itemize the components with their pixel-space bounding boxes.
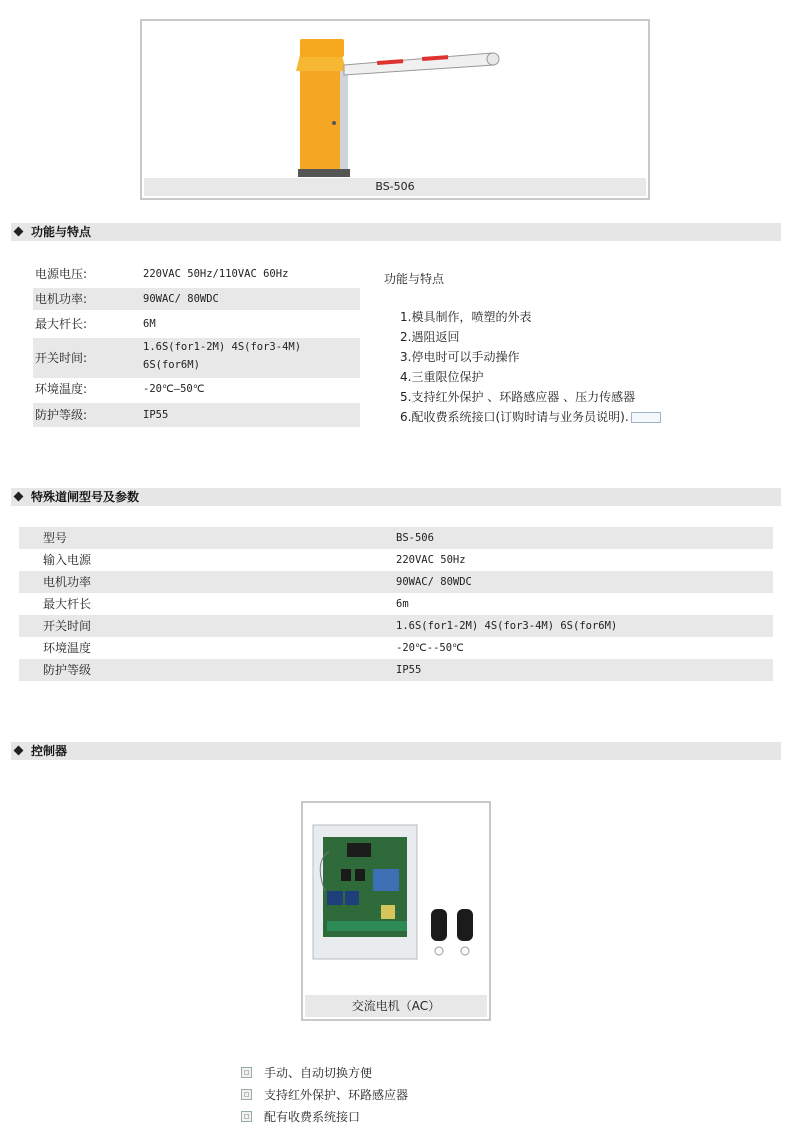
inline-image-icon [631, 412, 661, 423]
spec-row [33, 313, 360, 335]
spec-row [33, 288, 360, 310]
feature-item-last [400, 407, 661, 427]
checkbox-image-icon [241, 1067, 252, 1078]
checkbox-image-icon [241, 1089, 252, 1100]
section-title: 特殊道闸型号及参数 [31, 490, 140, 504]
feature-item: 2.遇阻返回 [400, 330, 460, 344]
spec-row [33, 263, 360, 285]
spec-value: 6M [143, 318, 156, 330]
controller-board-image [311, 821, 483, 981]
checkbox-image-icon [241, 1111, 252, 1122]
diamond-bullet-icon [14, 746, 24, 756]
spec-key: 防护等级: [35, 408, 88, 422]
product-image-frame [140, 19, 650, 200]
spec-value: 220VAC 50Hz/110VAC 60Hz [143, 268, 289, 280]
section-header-features [11, 223, 781, 241]
model-value: 220VAC 50Hz [396, 554, 466, 566]
diamond-bullet-icon [14, 492, 24, 502]
spec-key: 开关时间: [35, 351, 88, 365]
barrier-gate-image [282, 31, 512, 181]
model-row [19, 571, 773, 593]
bullet-item [241, 1063, 408, 1085]
spec-row [33, 338, 360, 378]
feature-item: 4.三重限位保护 [400, 370, 484, 384]
section-title: 功能与特点 [31, 225, 92, 239]
bullet-text: 支持红外保护、环路感应器 [264, 1088, 409, 1102]
spec-value: 6S(for6M) [143, 359, 200, 371]
model-key: 开关时间 [43, 619, 92, 633]
feature-item: 3.停电时可以手动操作 [400, 350, 520, 364]
features-title: 功能与特点 [384, 272, 445, 286]
model-key: 输入电源 [43, 553, 92, 567]
controller-image-frame [301, 801, 491, 1021]
controller-bullet-list [241, 1063, 408, 1129]
bullet-item [241, 1107, 408, 1129]
section-title: 控制器 [31, 744, 68, 758]
model-row [19, 659, 773, 681]
model-key: 防护等级 [43, 663, 92, 677]
section-header-controller [11, 742, 781, 760]
section-header-models [11, 488, 781, 506]
model-value: 1.6S(for1-2M) 4S(for3-4M) 6S(for6M) [396, 620, 618, 632]
model-row [19, 527, 773, 549]
spec-value: 90WAC/ 80WDC [143, 293, 219, 305]
model-value: 90WAC/ 80WDC [396, 576, 472, 588]
features-list [400, 307, 661, 427]
model-key: 环境温度 [43, 641, 92, 655]
model-row [19, 615, 773, 637]
product-caption: BS-506 [144, 178, 646, 196]
controller-caption: 交流电机（AC） [305, 995, 487, 1017]
model-value: IP55 [396, 664, 422, 676]
spec-key: 最大杆长: [35, 317, 88, 331]
model-key: 电机功率 [43, 575, 92, 589]
bullet-item [241, 1085, 408, 1107]
model-value: 6m [396, 598, 409, 610]
bullet-text: 配有收费系统接口 [264, 1110, 361, 1124]
model-row [19, 593, 773, 615]
spec-row [33, 403, 360, 427]
model-key: 型号 [43, 531, 68, 545]
diamond-bullet-icon [14, 227, 24, 237]
spec-key: 电机功率: [35, 292, 88, 306]
spec-key: 电源电压: [35, 267, 88, 281]
model-row [19, 637, 773, 659]
spec-key: 环境温度: [35, 382, 88, 396]
model-key: 最大杆长 [43, 597, 92, 611]
spec-value: IP55 [143, 409, 169, 421]
spec-value: 1.6S(for1-2M) 4S(for3-4M) [143, 341, 302, 353]
bullet-text: 手动、自动切换方便 [264, 1066, 373, 1080]
feature-item: 5.支持红外保护 、环路感应器 、压力传感器 [400, 390, 636, 404]
feature-item: 1.模具制作，喷塑的外表 [400, 310, 532, 324]
model-value: BS-506 [396, 532, 434, 544]
model-row [19, 549, 773, 571]
spec-value: -20℃—50℃ [143, 383, 205, 395]
model-value: -20℃--50℃ [396, 642, 464, 654]
spec-row [33, 378, 360, 400]
feature-text: 6.配收费系统接口(订购时请与业务员说明). [400, 410, 629, 424]
